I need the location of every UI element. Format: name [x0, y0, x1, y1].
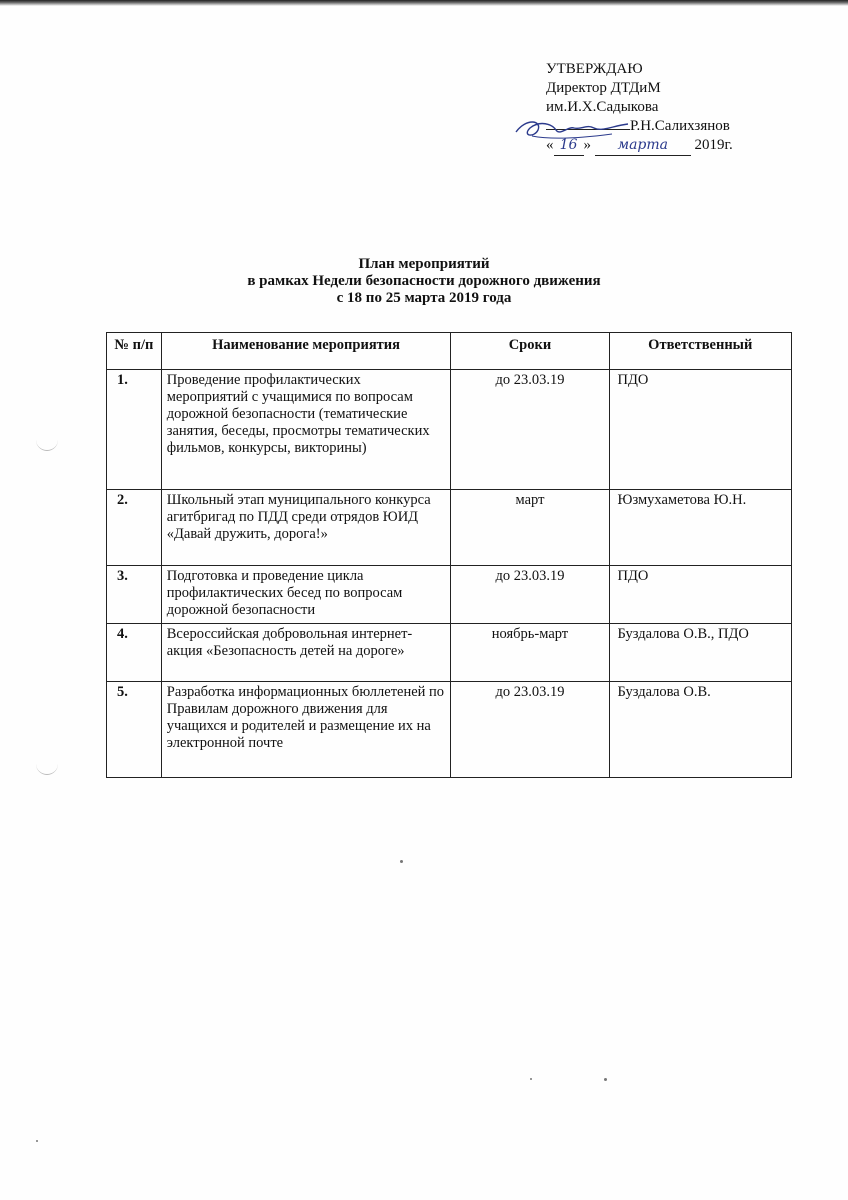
row-dates: до 23.03.19 [451, 370, 609, 490]
header-responsible: Ответственный [609, 333, 791, 370]
header-number: № п/п [107, 333, 162, 370]
title-line-3: с 18 по 25 марта 2019 года [336, 290, 512, 306]
document-title [0, 256, 848, 307]
row-dates: март [451, 490, 609, 566]
row-dates: до 23.03.19 [451, 682, 609, 778]
approval-year: 2019г. [694, 137, 733, 153]
row-number: 3. [107, 566, 162, 624]
scan-speck [36, 1140, 38, 1142]
header-dates: Сроки [451, 333, 609, 370]
handwritten-signature [512, 114, 632, 144]
row-responsible: ПДО [609, 370, 791, 490]
approval-month: марта [595, 136, 691, 156]
punch-hole-mark [36, 438, 58, 451]
row-dates: до 23.03.19 [451, 566, 609, 624]
events-table [106, 332, 792, 778]
row-responsible: ПДО [609, 566, 791, 624]
approval-date: « 16 » марта 2019г. [546, 136, 733, 156]
row-number: 5. [107, 682, 162, 778]
table-row [107, 682, 792, 778]
title-line-1: План мероприятий [358, 256, 490, 272]
row-number: 2. [107, 490, 162, 566]
punch-hole-mark [36, 762, 58, 775]
row-event-name: Разработка информационных бюллетеней по Правилам дорожного движения для учащихся и родителей и размещение их на электронной почте [161, 682, 451, 778]
row-dates: ноябрь-март [451, 624, 609, 682]
approval-title: УТВЕРЖДАЮ [546, 61, 643, 77]
row-number: 4. [107, 624, 162, 682]
row-event-name: Всероссийская добровольная интернет-акция «Безопасность детей на дороге» [161, 624, 451, 682]
scan-speck [400, 860, 403, 863]
approval-position: Директор ДТДиМ [546, 80, 661, 96]
row-event-name: Проведение профилактических мероприятий с учащимися по вопросам дорожной безопасности (тематические занятия, беседы, просмотры тематических фильмов, конкурсы, викторины) [161, 370, 451, 490]
table-row [107, 490, 792, 566]
row-responsible: Юзмухаметова Ю.Н. [609, 490, 791, 566]
scan-speck [604, 1078, 607, 1081]
scan-speck [530, 1078, 532, 1080]
row-event-name: Подготовка и проведение цикла профилактических бесед по вопросам дорожной безопасности [161, 566, 451, 624]
signatory-name: Р.Н.Салихзянов [630, 118, 730, 134]
row-event-name: Школьный этап муниципального конкурса агитбригад по ПДД среди отрядов ЮИД «Давай дружить, дорога!» [161, 490, 451, 566]
row-responsible: Буздалова О.В., ПДО [609, 624, 791, 682]
approval-day: 16 [554, 136, 584, 156]
table-row [107, 566, 792, 624]
title-line-2: в рамках Недели безопасности дорожного движения [247, 273, 601, 289]
table-row [107, 624, 792, 682]
table-header-row [107, 333, 792, 370]
header-event-name: Наименование мероприятия [161, 333, 451, 370]
scan-top-edge [0, 0, 848, 6]
row-responsible: Буздалова О.В. [609, 682, 791, 778]
approval-organization: им.И.Х.Садыкова [546, 99, 659, 115]
row-number: 1. [107, 370, 162, 490]
table-row [107, 370, 792, 490]
